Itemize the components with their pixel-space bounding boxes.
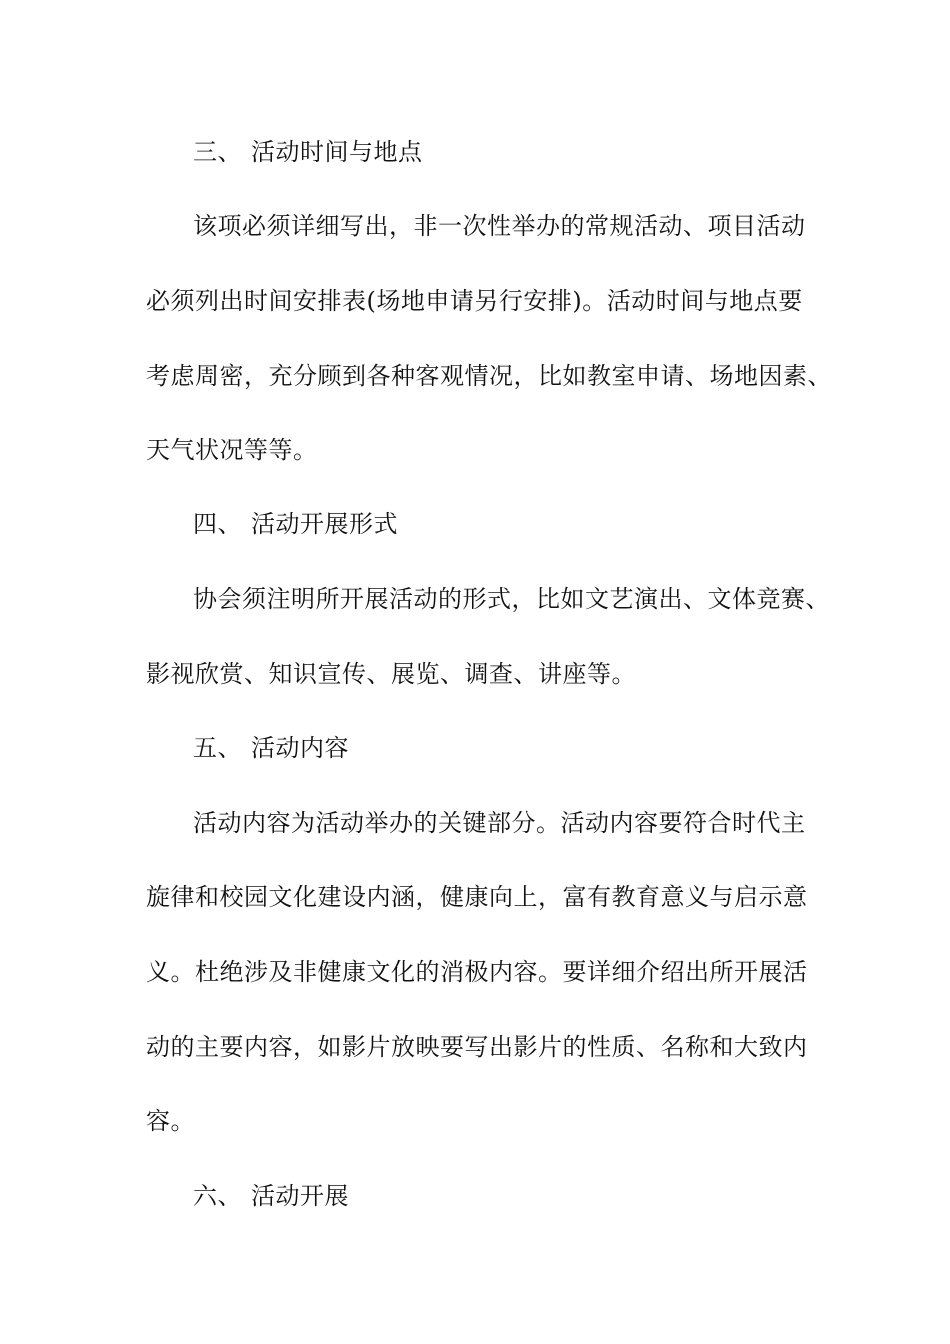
section-title: 活动开展: [251, 1182, 349, 1210]
paragraph-line: 考虑周密，充分顾到各种客观情况，比如教室申请、场地因素、: [146, 362, 832, 390]
section-number: 六、: [193, 1182, 242, 1210]
paragraph-line: 动的主要内容，如影片放映要写出影片的性质、名称和大致内: [146, 1033, 808, 1061]
paragraph-line: 活动内容为活动举办的关键部分。活动内容要符合时代主: [193, 809, 806, 837]
paragraph-line: 天气状况等等。: [146, 436, 318, 464]
paragraph-line: 该项必须详细写出，非一次性举办的常规活动、项目活动: [193, 212, 806, 240]
paragraph-line: 容。: [146, 1107, 195, 1135]
section-number: 三、: [193, 138, 242, 166]
paragraph-line: 协会须注明所开展活动的形式，比如文艺演出、文体竞赛、: [193, 585, 830, 613]
paragraph-line: 影视欣赏、知识宣传、展览、调查、讲座等。: [146, 660, 636, 688]
section-heading-5: [193, 733, 349, 763]
section-title: 活动时间与地点: [251, 138, 423, 166]
paragraph-line: 义。杜绝涉及非健康文化的消极内容。要详细介绍出所开展活: [146, 958, 808, 986]
paragraph-line: 必须列出时间安排表(场地申请另行安排)。活动时间与地点要: [146, 287, 803, 315]
section-number: 五、: [193, 734, 242, 762]
section-heading-4: [193, 509, 398, 539]
paragraph-line: 旋律和校园文化建设内涵，健康向上，富有教育意义与启示意: [146, 883, 808, 911]
section-heading-3: [193, 137, 423, 167]
section-heading-6: [193, 1181, 349, 1211]
section-title: 活动开展形式: [251, 510, 398, 538]
section-number: 四、: [193, 510, 242, 538]
section-title: 活动内容: [251, 734, 349, 762]
